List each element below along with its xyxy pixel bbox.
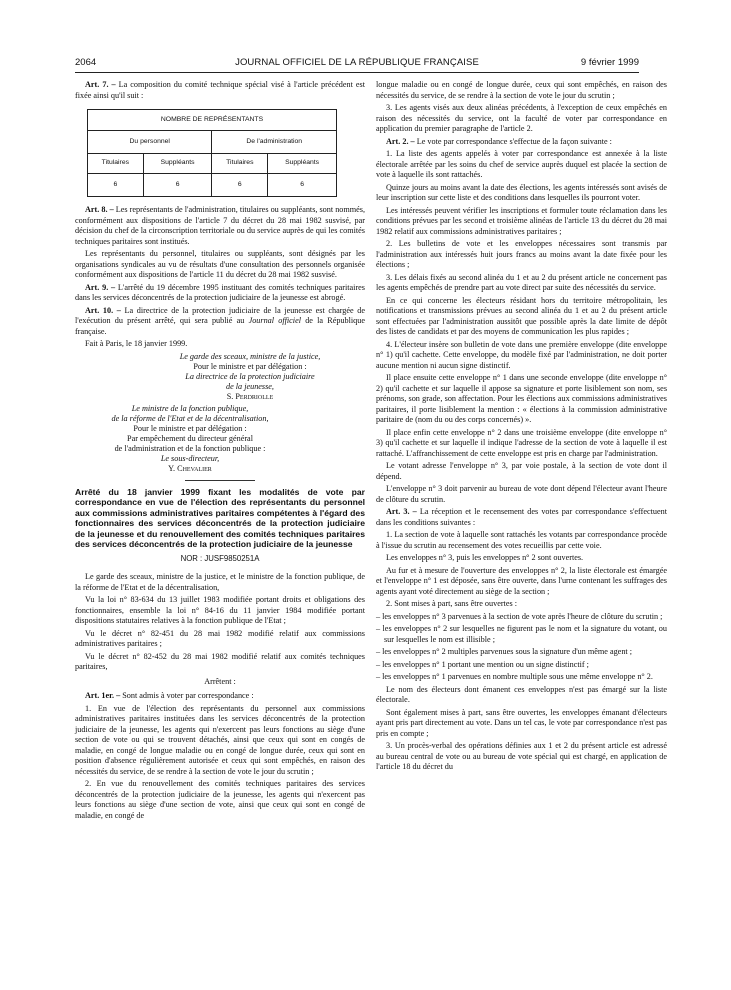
table-cell: 6 <box>88 174 144 197</box>
article-3-paragraph: Les enveloppes n° 3, puis les enveloppes n° 2 sont ouvertes. <box>386 553 584 562</box>
list-item: – les enveloppes n° 2 multiples parvenues sous la signature d'un même agent ; <box>376 647 633 656</box>
article-10: Art. 10. – La directrice de la protection judiciaire de la jeunesse est chargée de l'exécution du présent arrêté, qui sera publié au Journal officiel de la République française. <box>75 305 366 336</box>
article-3: Art. 3. – La réception et le recensement des votes par correspondance s'effectuent dans les conditions suivantes : <box>376 507 668 527</box>
article-9: Art. 9. – L'arrêté du 19 décembre 1995 instituant des comités techniques paritaires dans les services déconcentrés de la protection judiciaire de la jeunesse est abrogé. <box>75 282 365 302</box>
fait-a-paris: Fait à Paris, le 18 janvier 1999. <box>85 339 188 348</box>
list-item: – les enveloppes n° 2 sur lesquelles ne figurent pas le nom et la signature du votant, ou sur lesquelles le nom est illisible ; <box>376 624 667 644</box>
table-cell: 6 <box>212 174 268 197</box>
article-1: Art. 1er. – Sont admis à voter par correspondance : <box>85 691 254 700</box>
article-3-paragraph: 3. Un procès-verbal des opérations définies aux 1 et 2 du présent article est adressé au bureau central de vote ou au bureau de vote spécial qui est chargé, en application de l'article 18 du décret du <box>376 741 667 771</box>
journal-title: JOURNAL OFFICIEL DE LA RÉPUBLIQUE FRANÇAISE <box>235 57 479 68</box>
table-col-header: Titulaires <box>88 154 144 174</box>
article-2-paragraph: Quinze jours au moins avant la date des élections, les agents intéressés sont avisés de leur inscription sur cette liste et des conditions dans lesquelles ils pourront voter. <box>376 182 667 202</box>
representatives-table <box>87 109 337 197</box>
article-2-paragraph: Le votant adresse l'enveloppe n° 3, par voie postale, à la section de vote dont il dépend. <box>376 461 667 481</box>
article-2: Art. 2. – Le vote par correspondance s'effectue de la façon suivante : <box>386 136 612 146</box>
article-3-paragraph: Au fur et à mesure de l'ouverture des enveloppes n° 2, la liste électorale est émargée et l'enveloppe n° 1 est déposée, sans être ouverte, dans l'urne contenant les suffrages des agents ayant voté directement au siège de la section ; <box>376 565 667 596</box>
page-header <box>75 57 639 71</box>
table-title: NOMBRE DE REPRÉSENTANTS <box>88 110 337 131</box>
page-number: 2064 <box>75 57 97 68</box>
table-col-header: Suppléants <box>268 154 337 174</box>
article-7: Art. 7. – La composition du comité technique spécial visé à l'article précédent est fixée ainsi qu'il suit : <box>75 80 365 100</box>
signature-block-fonction-publique: Le ministre de la fonction publique, de la réforme de l'Etat et de la décentralisation, Pour le ministre et par délégation : Par empêchement du directeur général de l'administration et de la fonction publique : Le sous-directeur, Y. Chevalier <box>75 404 365 474</box>
left-column <box>75 80 365 823</box>
paragraph: 3. Les agents visés aux deux alinéas précédents, à l'exception de ceux empêchés en raison des nécessités du service, ont la faculté de voter par correspondance en application du premier paragraphe de l'article 2. <box>376 103 667 133</box>
list-item: – les enveloppes n° 1 portant une mention ou un signe distinctif ; <box>376 659 589 669</box>
list-item: – les enveloppes n° 3 parvenues à la section de vote après l'heure de clôture du scrutin ; <box>376 611 663 621</box>
table-group-administration: De l'administration <box>212 131 337 154</box>
issue-date: 9 février 1999 <box>580 57 639 68</box>
arrete-title: Arrêté du 18 janvier 1999 fixant les modalités de vote par correspondance en vue de l'élection des représentants du personnel aux commissions administratives paritaires compétentes à l'égard des fonctionnaires des services déconcentrés de la protection judiciaire de la jeunesse et du renouvellement des comités techniques paritaires des services déconcentrés de la protection judiciaire de la jeunesse <box>75 486 365 549</box>
table-cell: 6 <box>143 174 212 197</box>
arretent-heading: Arrêtent : <box>204 676 236 686</box>
article-8-paragraph: Les représentants du personnel, titulaires ou suppléants, sont désignés par les organisations syndicales au vu de résultats d'une consultation des personnels organisée conformément aux dispositions de l'article 11 du décret du 28 mai 1982 susvisé. <box>75 249 365 279</box>
article-2-paragraph: 3. Les délais fixés au second alinéa du 1 et au 2 du présent article ne concernent pas les agents empêchés de prendre part au vote direct par suite des nécessités du service. <box>376 272 667 292</box>
signatory-name: Y. Chevalier <box>168 463 212 473</box>
table-col-header: Suppléants <box>143 154 212 174</box>
preamble-paragraph: Le garde des sceaux, ministre de la justice, et le ministre de la fonction publique, de la réforme de l'Etat et de la décentralisation, <box>75 572 365 592</box>
signatory-name: S. Perdriolle <box>226 391 274 401</box>
article-3-paragraph: 2. Sont mises à part, sans être ouvertes : <box>386 599 517 608</box>
preamble-paragraph: Vu la loi n° 83-634 du 13 juillet 1983 modifiée portant droits et obligations des fonctionnaires, ensemble la loi n° 84-16 du 11 janvier 1984 modifiée portant dispositions statutaires relatives à la fonction publique de l'Etat ; <box>75 595 365 625</box>
article-3-paragraph: 1. La section de vote à laquelle sont rattachés les votants par correspondance procède à l'issue du scrutin au recensement des votes recueillis par cette voie. <box>376 530 667 550</box>
article-2-paragraph: Il place enfin cette enveloppe n° 2 dans une troisième enveloppe (dite enveloppe n° 3) qu'il cachette et sur laquelle il indique l'adresse de la section de vote à laquelle il est rattaché. L'affranchissement de cette enveloppe est pris en charge par l'administration. <box>376 427 667 458</box>
article-2-paragraph: 1. La liste des agents appelés à voter par correspondance est annexée à la liste électorale arrêtée par les soins du chef de service auprès duquel est placée la section de vote à laquelle ils sont rattachés. <box>376 149 667 179</box>
article-3-paragraph: Sont également mises à part, sans être ouvertes, les enveloppes émanant d'électeurs ayant pris part directement au vote. Dans un tel cas, le vote par correspondance n'est pas pris en compte ; <box>376 707 667 738</box>
article-2-paragraph: Les intéressés peuvent vérifier les inscriptions et formuler toute réclamation dans les conditions prévues par les second et troisième alinéas de l'article 13 du décret du 28 mai 1982 relatif aux commissions administratives paritaires ; <box>376 205 667 236</box>
table-col-header: Titulaires <box>212 154 268 174</box>
article-2-paragraph: 4. L'électeur insère son bulletin de vote dans une première enveloppe (dite enveloppe n° 1) qu'il cachette. Cette enveloppe, du modèle fixé par l'administration, ne doit porter aucune mention ni aucun signe distinctif. <box>376 339 667 370</box>
continued-text: longue maladie ou en congé de longue durée, ceux qui sont empêchés, en raison des nécessités du service, de se rendre à la section de vote le jour du scrutin ; <box>376 80 667 100</box>
article-1-item: 2. En vue du renouvellement des comités techniques paritaires des services déconcentrés de la protection judiciaire de la jeunesse, les agents qui n'exercent pas leurs fonctions au siège d'une section de vote, ainsi que ceux qui sont en congé de maladie, en congé de <box>75 779 365 820</box>
article-2-paragraph: Il place ensuite cette enveloppe n° 1 dans une seconde enveloppe (dite enveloppe n° 2) qu'il cachette et sur laquelle il appose sa signature et porte lisiblement son nom, ses prénoms, son grade, son affectation. Pour les élections aux commissions administratives paritaires, il porte lisiblement la mention : « élections à la commission administrative paritaire de (nom du ou des corps concernés) ». <box>376 373 667 424</box>
preamble-paragraph: Vu le décret n° 82-451 du 28 mai 1982 modifié relatif aux commissions administratives paritaires ; <box>75 628 365 648</box>
table-cell: 6 <box>268 174 337 197</box>
article-2-paragraph: En ce qui concerne les électeurs résidant hors du territoire métropolitain, les notifications et transmissions prévues au second alinéa du 1 et au 2 du présent article sont effectuées par l'administration aussitôt que possible après la date limite de dépôt des listes de candidats et par des moyens de communication les plus rapides ; <box>376 295 667 336</box>
preamble-paragraph: Vu le décret n° 82-452 du 28 mai 1982 modifié relatif aux comités techniques paritaires, <box>75 651 365 671</box>
list-item: – les enveloppes n° 1 parvenues en nombre multiple sous une même enveloppe n° 2. <box>376 672 653 681</box>
article-3-paragraph: Le nom des électeurs dont émanent ces enveloppes n'est pas émargé sur la liste électorale. <box>376 684 667 704</box>
section-divider <box>185 480 255 481</box>
table-group-personnel: Du personnel <box>88 131 212 154</box>
header-rule <box>75 72 639 73</box>
nor-reference: NOR : JUSF9850251A <box>180 553 260 563</box>
article-2-paragraph: 2. Les bulletins de vote et les enveloppes nécessaires sont transmis par l'administration aux intéressés huit jours francs au moins avant la date fixée pour les élections ; <box>376 239 667 269</box>
signature-block-justice: Le garde des sceaux, ministre de la justice, Pour le ministre et par délégation : La directrice de la protection judiciaire de la jeunesse, S. Perdriolle <box>75 352 365 402</box>
article-1-item: 1. En vue de l'élection des représentants du personnel aux commissions administratives paritaires instituées dans les services déconcentrés de la protection judiciaire de la jeunesse, les agents qui n'exercent pas leurs fonctions au siège d'une section de vote ou qui se trouvent détachés, ainsi que ceux qui sont en congés de maladie, en congé de longue maladie ou en congé de longue durée, ceux qui sont en position d'absence régulièrement autorisée et ceux qui sont empêchés, en raison des nécessités du service, de se rendre à la section de vote le jour du scrutin ; <box>75 703 365 776</box>
article-8: Art. 8. – Les représentants de l'administration, titulaires ou suppléants, sont nommés, conformément aux dispositions de l'article 7 du décret du 28 mai 1982 susvisé, par décision du chef de la circonscription territoriale ou du service auprès de qui les comités techniques paritaires sont institués. <box>75 205 366 246</box>
right-column <box>376 80 667 775</box>
article-2-paragraph: L'enveloppe n° 3 doit parvenir au bureau de vote dont dépend l'électeur avant l'heure de clôture du scrutin. <box>376 484 667 504</box>
